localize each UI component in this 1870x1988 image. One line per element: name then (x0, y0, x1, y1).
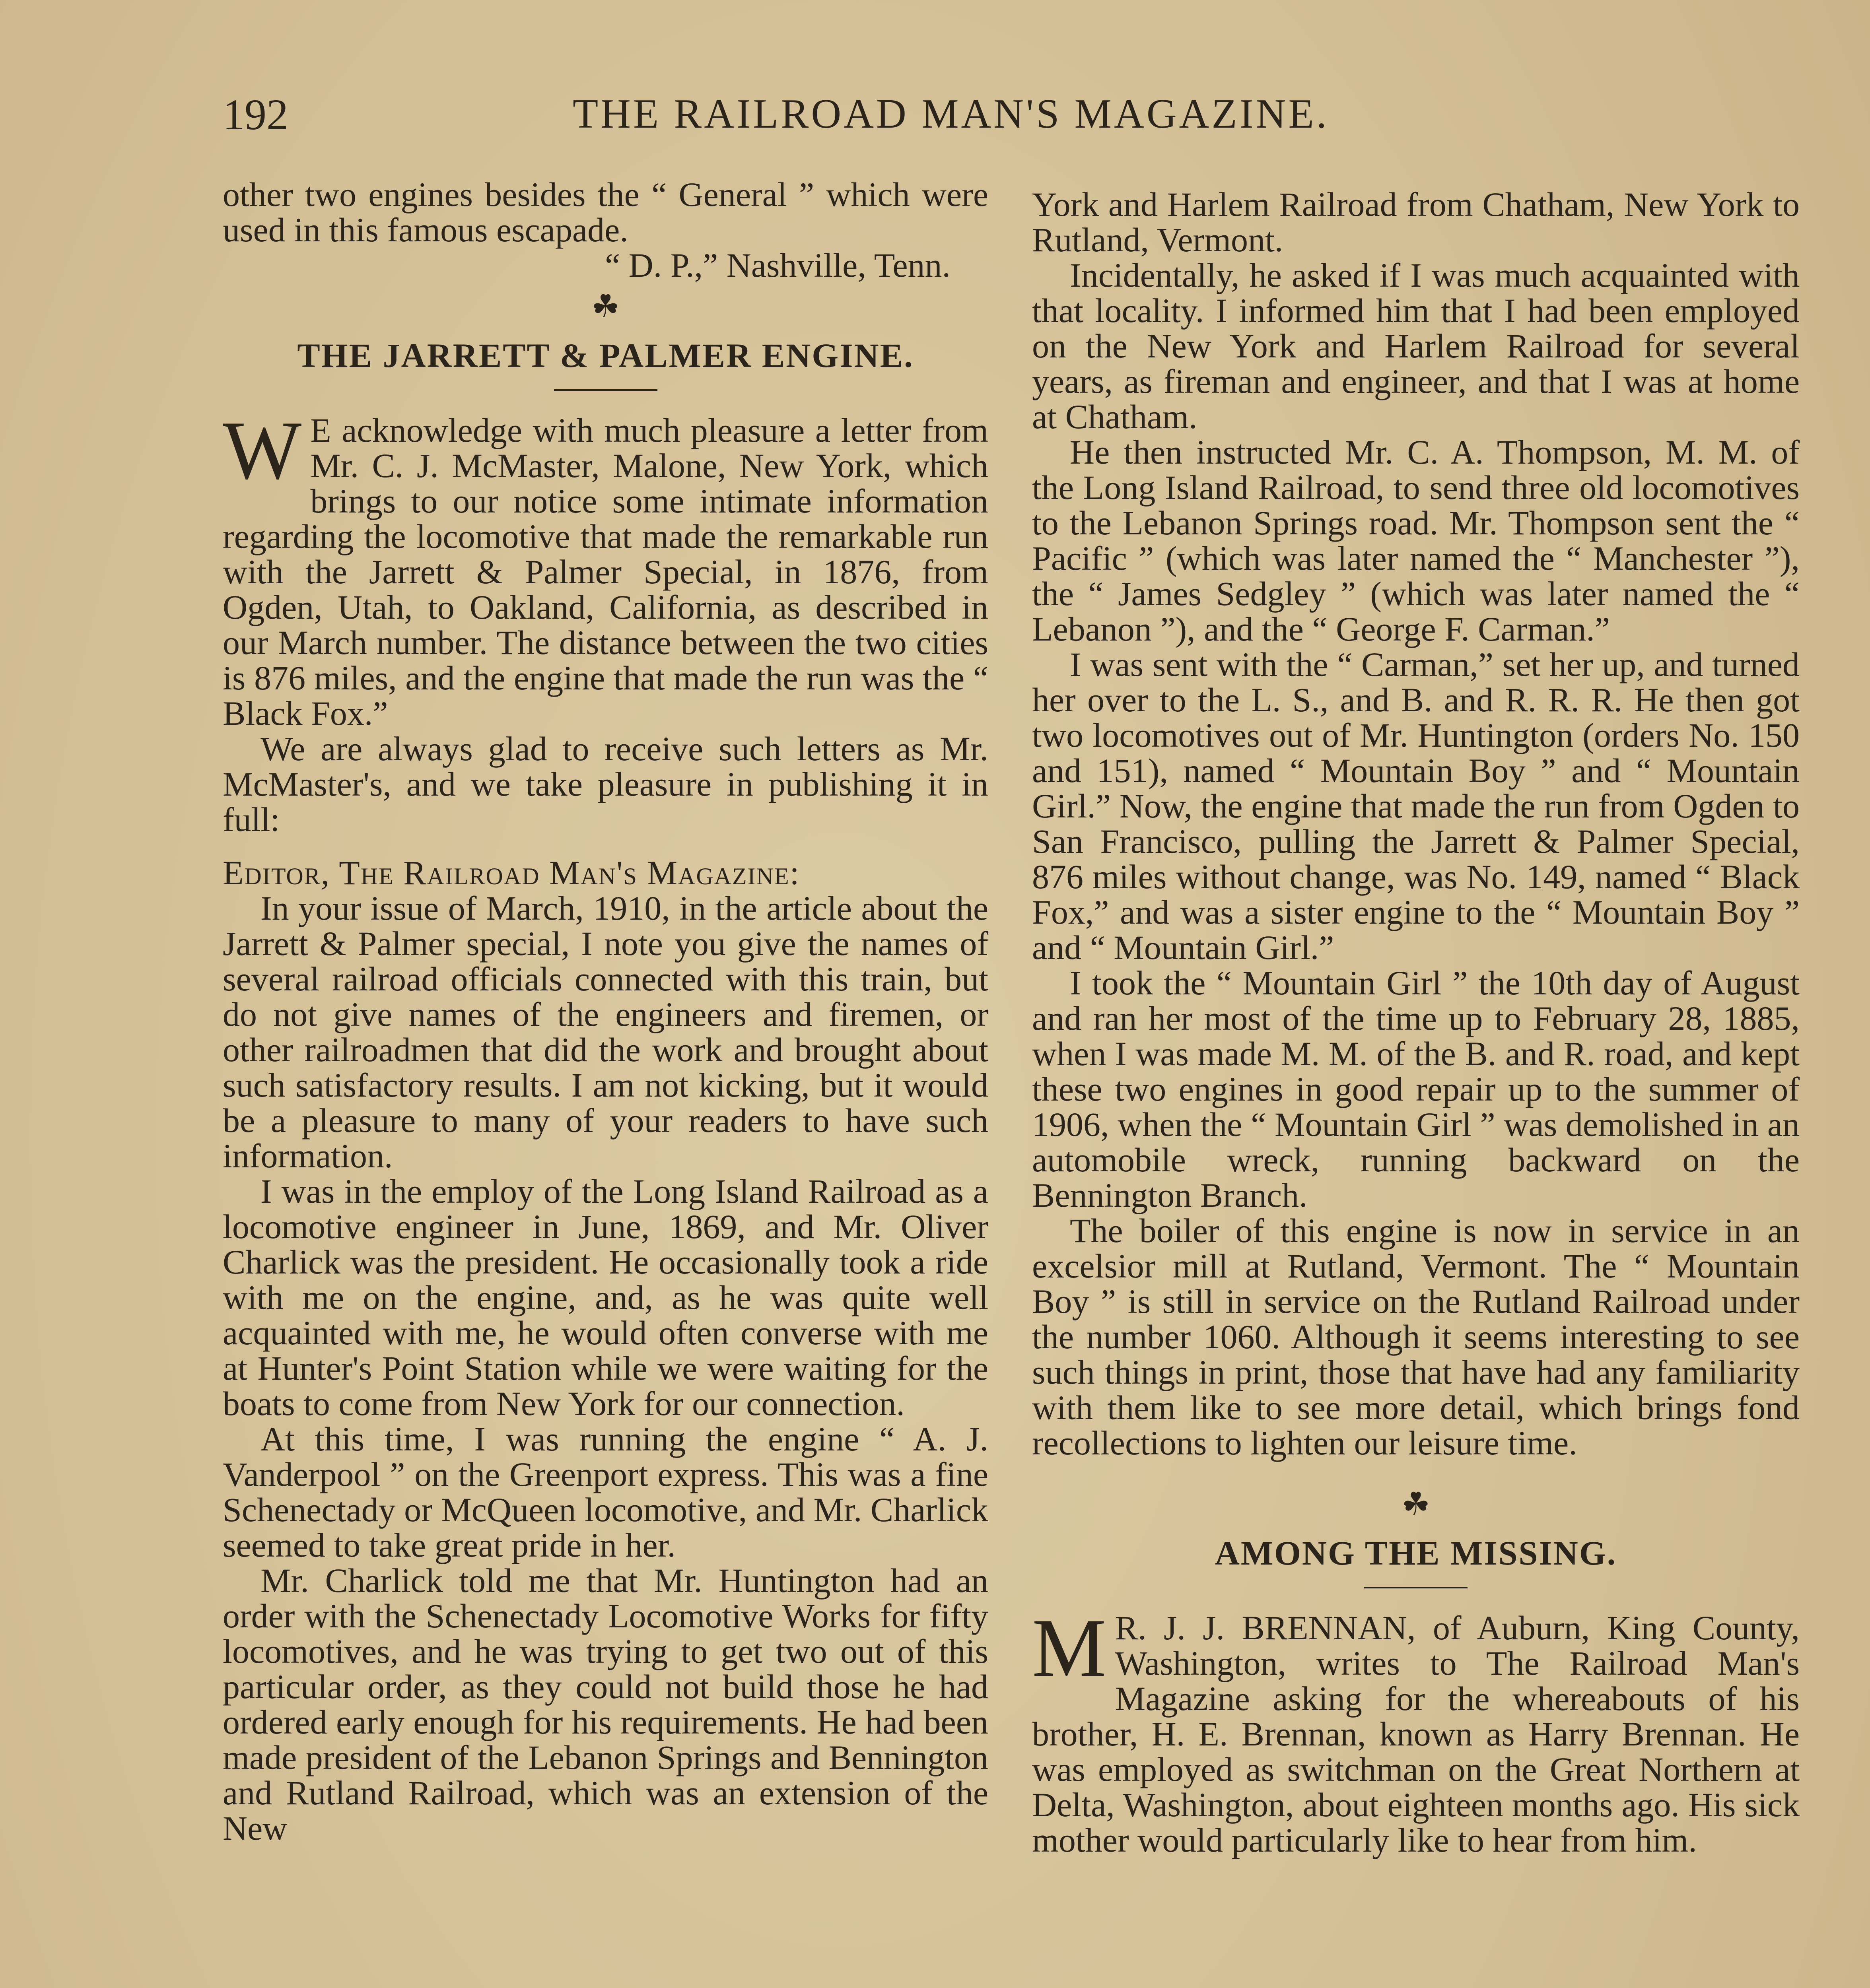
intro-paragraph (223, 404, 988, 732)
paragraph-running: At this time, I was running the engine “ A. J. Vanderpool ” on the Greenport express. This was a fine Schenectady or McQueen locomotive, and Mr. Charlick seemed to take great pride in her. (223, 1420, 988, 1564)
missing-text: R. J. J. BRENNAN, of Auburn, King County, Washington, writes to The Railroad Man's Magazine asking for the whereabouts of his brother, H. E. Brennan, known as Harry Brennan. He was employed as switchman on the Great Northern at Delta, Washington, about eighteen months ago. His sick mother would particularly like to hear from him. (1032, 1609, 1800, 1859)
paragraph-glad: We are always glad to receive such letters as Mr. McMaster's, and we take pleasure in publishing it in full: (223, 730, 988, 839)
article-title-jarrett-palmer: THE JARRETT & PALMER ENGINE. (297, 336, 914, 375)
right-column (1032, 187, 1800, 1858)
clover-ornament-icon: ☘ (591, 289, 620, 324)
continued-paragraph-right: York and Harlem Railroad from Chatham, New York to Rutland, Vermont. (1032, 185, 1800, 259)
paragraph-employ: I was in the employ of the Long Island Railroad as a locomotive engineer in June, 1869, and Mr. Oliver Charlick was the president. He occasionally took a ride with me on the engine, and, as he was quite well acquainted with me, he would often converse with me at Hunter's Point Station while we were waiting for the boats to come from New York for our connection. (223, 1172, 988, 1423)
paragraph-instructed: He then instructed Mr. C. A. Thompson, M. M. of the Long Island Railroad, to send three old locomotives to the Lebanon Springs road. Mr. Thompson sent the “ Pacific ” (which was later named the “ Manchester ”), the “ James Sedgley ” (which was later named the “ Lebanon ”), and the “ George F. Carman.” (1032, 433, 1800, 648)
title-divider (554, 389, 657, 391)
continued-paragraph: other two engines besides the “ General ” which were used in this famous escapade. (223, 175, 988, 249)
paragraph-carman: I was sent with the “ Carman,” set her up, and turned her over to the L. S., and B. and R. R. R. He then got two locomotives out of Mr. Huntington (orders No. 150 and 151), named “ Mountain Boy ” and “ Mountain Girl.” Now, the engine that made the run from Ogden to San Francisco, pulling the Jarrett & Palmer Special, 876 miles without change, was No. 149, named “ Black Fox,” and was a sister engine to the “ Mountain Boy ” and “ Mountain Girl.” (1032, 645, 1800, 967)
paragraph-issue: In your issue of March, 1910, in the article about the Jarrett & Palmer special, I note you give the names of several railroad officials connected with this train, but do not give names of the engineers and firemen, or other railroadmen that did the work and brought about such satisfactory results. I am not kicking, but it would be a pleasure to many of your readers to have such information. (223, 889, 988, 1175)
title-divider-2 (1364, 1587, 1468, 1588)
running-head: THE RAILROAD MAN'S MAGAZINE. (573, 90, 1329, 137)
missing-paragraph (1032, 1602, 1800, 1859)
left-column (223, 177, 988, 1846)
paragraph-boiler: The boiler of this engine is now in service in an excelsior mill at Rutland, Vermont. The “ Mountain Boy ” is still in service on the Rutland Railroad under the number 1060. Although it seems interesting to see such things in print, those that have had any familiarity with them like to see more detail, which brings fond recollections to lighten our leisure time. (1032, 1211, 1800, 1462)
intro-text: E acknowledge with much pleasure a letter from Mr. C. J. McMaster, Malone, New York, which brings to our notice some intimate information regarding the locomotive that made the remarkable run with the Jarrett & Palmer Special, in 1876, from Ogden, Utah, to Oakland, California, as described in our March number. The distance between the two cities is 876 miles, and the engine that made the run was the “ Black Fox.” (223, 411, 988, 732)
drop-cap-w: W (223, 404, 302, 497)
article-title-missing: AMONG THE MISSING. (1215, 1534, 1617, 1572)
page-number: 192 (223, 90, 288, 139)
paragraph-incidentally: Incidentally, he asked if I was much acquainted with that locality. I informed him that I had been employed on the New York and Harlem Railroad for several years, as fireman and engineer, and that I was at home at Chatham. (1032, 256, 1800, 436)
letter-signature: “ D. P.,” Nashville, Tenn. (605, 246, 951, 284)
paragraph-took: I took the “ Mountain Girl ” the 10th day of August and ran her most of the time up to February 28, 1885, when I was made M. M. of the B. and R. road, and kept these two engines in good repair up to the summer of 1906, when the “ Mountain Girl ” was demolished in an automobile wreck, running backward on the Bennington Branch. (1032, 964, 1800, 1214)
letter-salutation: Editor, The Railroad Man's Magazine: (223, 854, 800, 892)
paragraph-charlick: Mr. Charlick told me that Mr. Huntington had an order with the Schenectady Locomotive Works for fifty locomotives, and he was trying to get two out of this particular order, as they could not build those he had ordered early enough for his requirements. He had been made president of the Lebanon Springs and Bennington and Rutland Railroad, which was an extension of the New (223, 1561, 988, 1847)
clover-ornament-icon-2: ☘ (1402, 1487, 1430, 1522)
drop-cap-m: M (1032, 1602, 1106, 1694)
